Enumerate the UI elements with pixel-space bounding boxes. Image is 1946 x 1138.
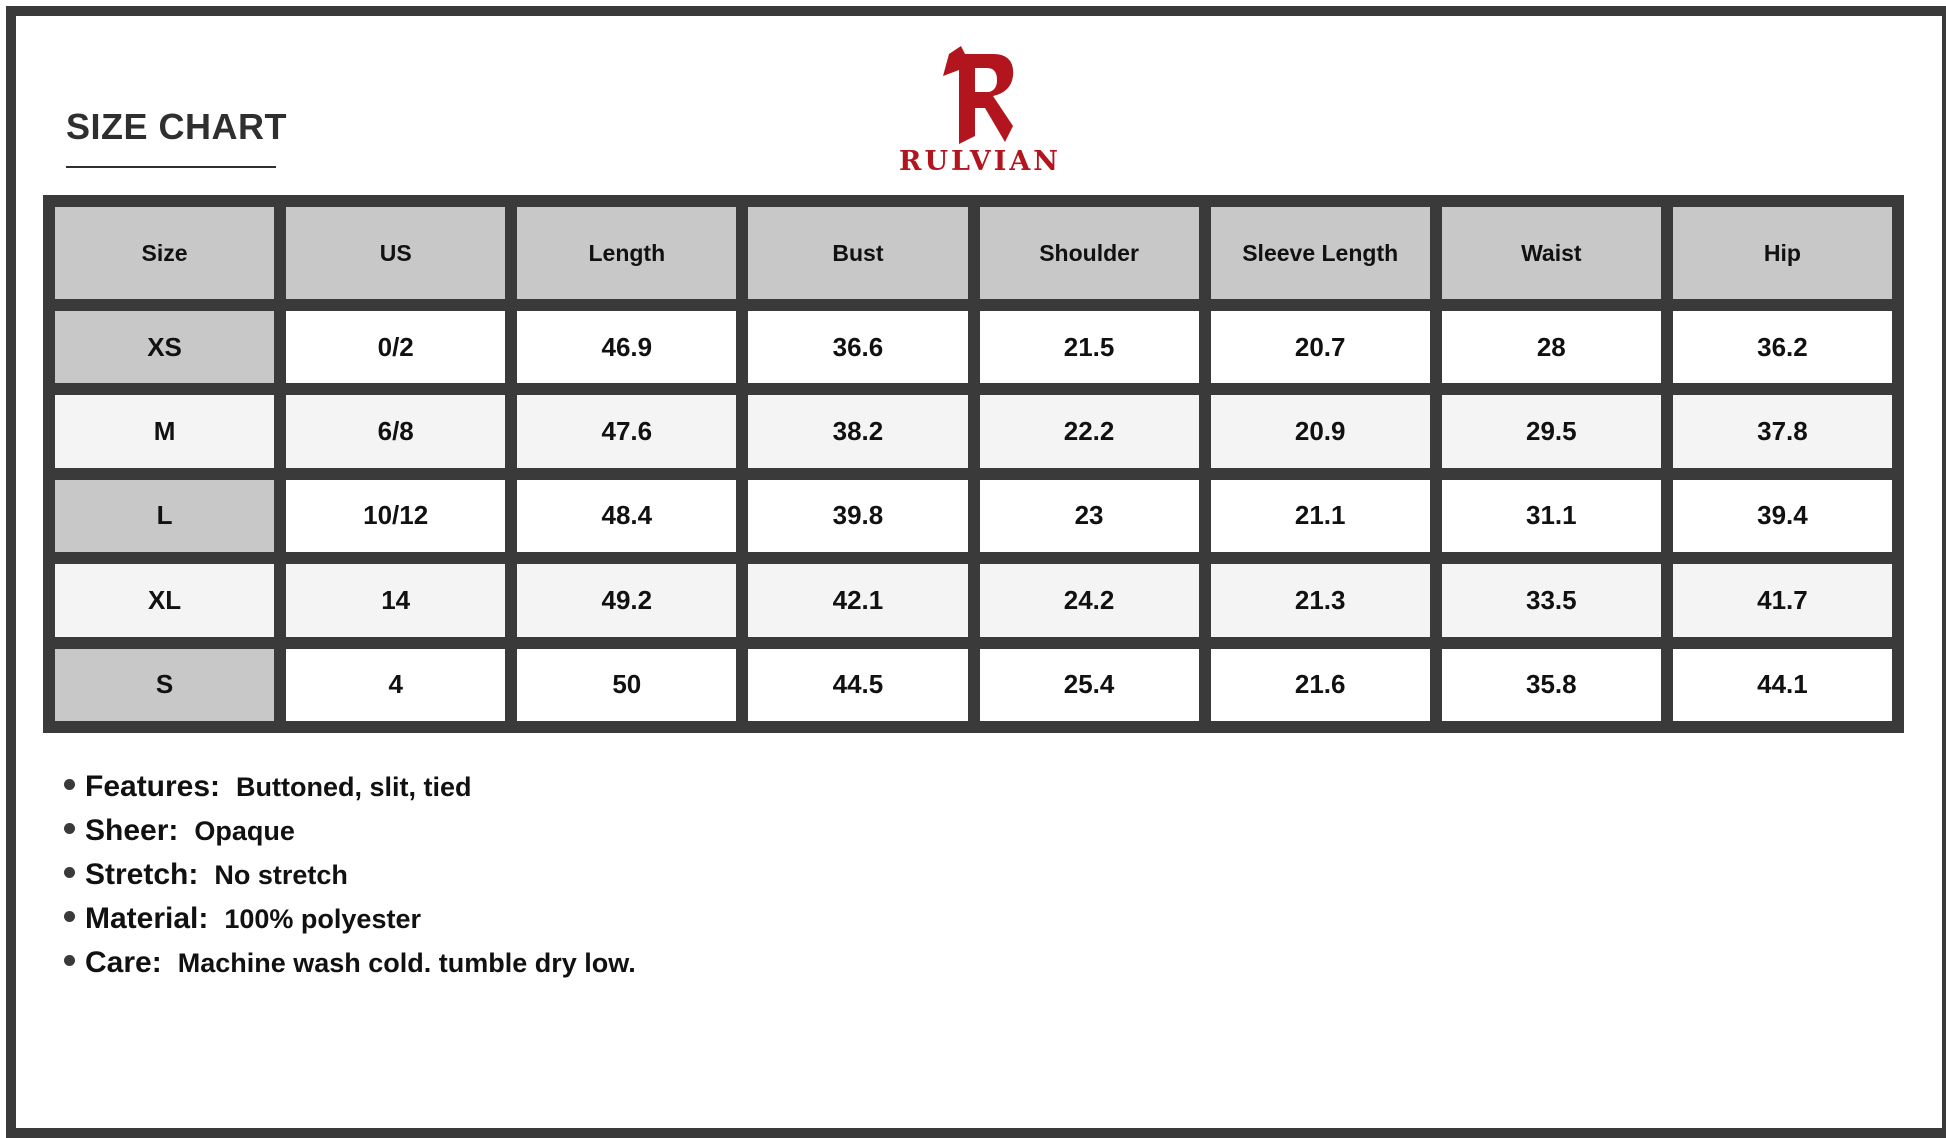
- waist-cell: 28: [1442, 311, 1661, 383]
- waist-cell: 31.1: [1442, 480, 1661, 552]
- shoulder-cell: 22.2: [980, 395, 1199, 467]
- sleeve-length-cell: 20.7: [1211, 311, 1430, 383]
- list-item: [64, 858, 636, 902]
- us-cell: 0/2: [286, 311, 505, 383]
- us-cell: 14: [286, 564, 505, 636]
- table-row: [55, 395, 1892, 467]
- us-cell: 4: [286, 649, 505, 721]
- size-cell: M: [55, 395, 274, 467]
- list-item: [64, 902, 636, 946]
- bullet-icon: [64, 823, 75, 834]
- size-cell: S: [55, 649, 274, 721]
- size-table: [43, 195, 1904, 733]
- bullet-icon: [64, 779, 75, 790]
- feature-value: 100% polyester: [224, 904, 421, 934]
- bust-cell: 42.1: [748, 564, 967, 636]
- feature-label: Sheer:: [85, 814, 179, 847]
- header-us: US: [286, 207, 505, 299]
- table-row: [55, 564, 1892, 636]
- header-hip: Hip: [1673, 207, 1892, 299]
- hip-cell: 36.2: [1673, 311, 1892, 383]
- list-item: [64, 814, 636, 858]
- list-item: [64, 946, 636, 990]
- stylized-r-logo-icon: [935, 46, 1025, 144]
- hip-cell: 41.7: [1673, 564, 1892, 636]
- length-cell: 46.9: [517, 311, 736, 383]
- hip-cell: 37.8: [1673, 395, 1892, 467]
- size-cell: XL: [55, 564, 274, 636]
- header-bust: Bust: [748, 207, 967, 299]
- table-row: [55, 649, 1892, 721]
- waist-cell: 35.8: [1442, 649, 1661, 721]
- table-row: [55, 480, 1892, 552]
- table-header-row: [55, 207, 1892, 299]
- bullet-icon: [64, 911, 75, 922]
- length-cell: 47.6: [517, 395, 736, 467]
- size-cell: L: [55, 480, 274, 552]
- shoulder-cell: 24.2: [980, 564, 1199, 636]
- feature-label: Stretch:: [85, 858, 199, 891]
- table-row: [55, 311, 1892, 383]
- waist-cell: 33.5: [1442, 564, 1661, 636]
- us-cell: 6/8: [286, 395, 505, 467]
- header-shoulder: Shoulder: [980, 207, 1199, 299]
- bullet-icon: [64, 955, 75, 966]
- bust-cell: 39.8: [748, 480, 967, 552]
- header-sleeve-length: Sleeve Length: [1211, 207, 1430, 299]
- brand-logo: [880, 46, 1080, 186]
- title-underline: [66, 166, 276, 168]
- length-cell: 48.4: [517, 480, 736, 552]
- us-cell: 10/12: [286, 480, 505, 552]
- sleeve-length-cell: 20.9: [1211, 395, 1430, 467]
- bust-cell: 36.6: [748, 311, 967, 383]
- sleeve-length-cell: 21.6: [1211, 649, 1430, 721]
- feature-label: Care:: [85, 946, 162, 979]
- feature-value: No stretch: [214, 860, 348, 890]
- length-cell: 50: [517, 649, 736, 721]
- shoulder-cell: 25.4: [980, 649, 1199, 721]
- bust-cell: 44.5: [748, 649, 967, 721]
- sleeve-length-cell: 21.1: [1211, 480, 1430, 552]
- features-list: [64, 770, 636, 990]
- hip-cell: 44.1: [1673, 649, 1892, 721]
- bullet-icon: [64, 867, 75, 878]
- feature-value: Opaque: [194, 816, 295, 846]
- length-cell: 49.2: [517, 564, 736, 636]
- header-size: Size: [55, 207, 274, 299]
- list-item: [64, 770, 636, 814]
- feature-value: Machine wash cold. tumble dry low.: [177, 948, 636, 978]
- feature-label: Material:: [85, 902, 209, 935]
- shoulder-cell: 21.5: [980, 311, 1199, 383]
- bust-cell: 38.2: [748, 395, 967, 467]
- shoulder-cell: 23: [980, 480, 1199, 552]
- feature-value: Buttoned, slit, tied: [236, 772, 472, 802]
- hip-cell: 39.4: [1673, 480, 1892, 552]
- header-waist: Waist: [1442, 207, 1661, 299]
- page-title: SIZE CHART: [66, 106, 287, 147]
- brand-name: RULVIAN: [899, 146, 1061, 177]
- sleeve-length-cell: 21.3: [1211, 564, 1430, 636]
- feature-label: Features:: [85, 770, 221, 803]
- size-cell: XS: [55, 311, 274, 383]
- waist-cell: 29.5: [1442, 395, 1661, 467]
- header-length: Length: [517, 207, 736, 299]
